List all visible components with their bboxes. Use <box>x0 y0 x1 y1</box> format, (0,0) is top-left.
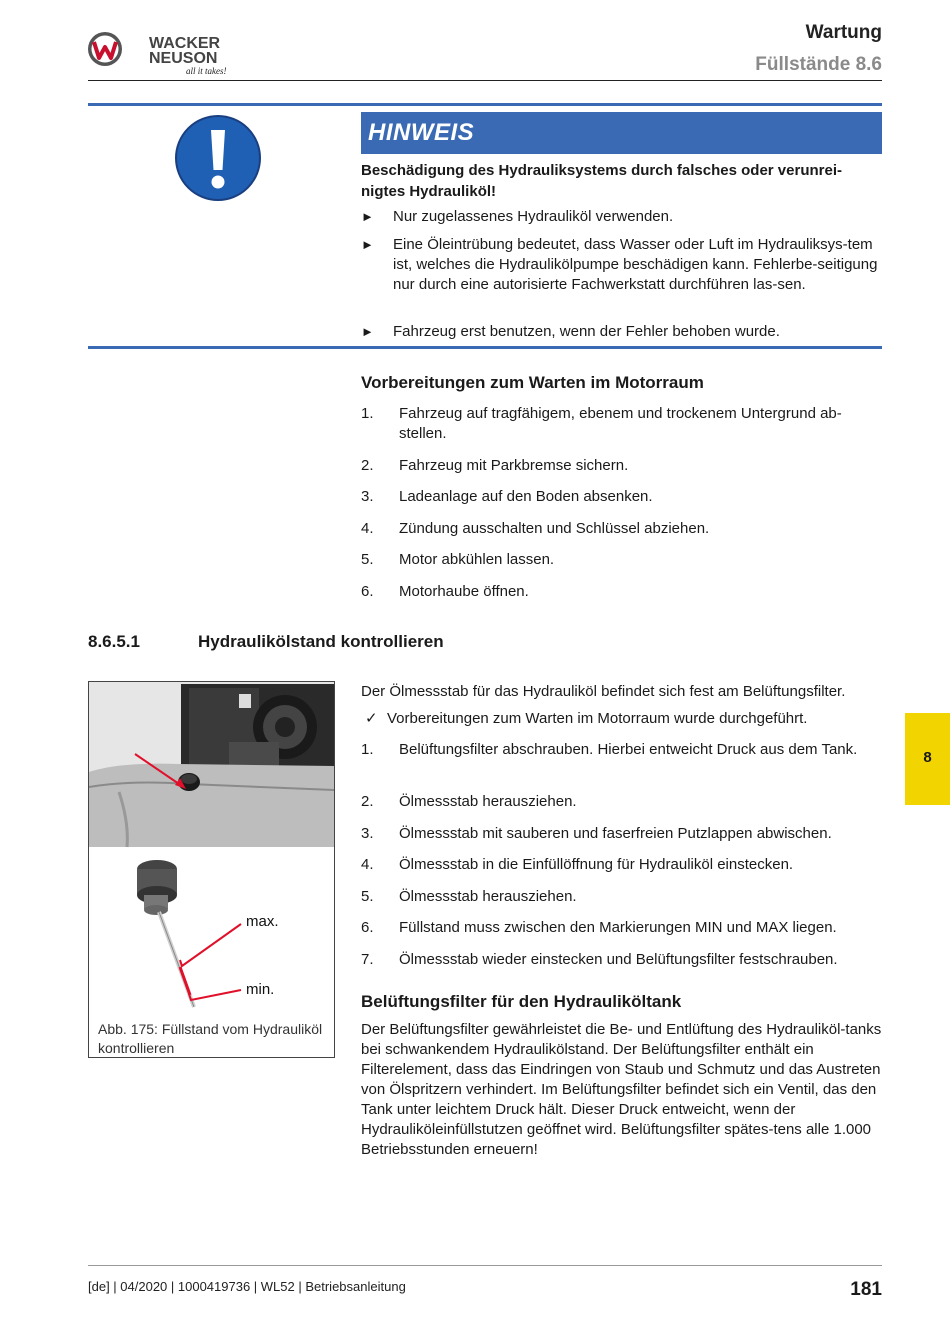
step-text: Fahrzeug auf tragfähigem, ebenem und trockenem Untergrund ab-stellen. <box>399 405 842 442</box>
step-number: 2. <box>361 793 374 810</box>
notice-bullet-text: Eine Öleintrübung bedeutet, dass Wasser oder Luft im Hydrauliksys-tem ist, welches die Hydraulikölpumpe beschädigen kann. Fehlerbe-seitigung nur durch eine autorisierte Fachwerkstatt durchführen las-sen. <box>393 236 878 293</box>
step-text: Motorhaube öffnen. <box>399 583 529 600</box>
notice-bullet <box>361 235 881 295</box>
notice-bottom-rule <box>88 346 882 349</box>
check-step <box>361 950 881 970</box>
prep-step <box>361 404 881 444</box>
min-label: min. <box>246 981 275 998</box>
section-number: 8.6.5.1 <box>88 632 140 651</box>
bullet-arrow-icon: ► <box>361 237 374 252</box>
step-number: 5. <box>361 551 374 568</box>
check-step <box>361 855 881 875</box>
notice-bullet-text: Fahrzeug erst benutzen, wenn der Fehler behoben wurde. <box>393 323 780 340</box>
hydraulic-dipstick-illustration <box>89 682 334 1057</box>
notice-heading: Beschädigung des Hydrauliksystems durch falsches oder verunrei-nigtes Hydrauliköl! <box>361 162 842 200</box>
notice-top-rule <box>88 103 882 106</box>
max-label: max. <box>246 913 279 930</box>
step-number: 6. <box>361 583 374 600</box>
notice-title: HINWEIS <box>368 119 475 146</box>
step-number: 1. <box>361 405 374 422</box>
prep-step <box>361 550 881 570</box>
footer-divider <box>88 1265 882 1266</box>
step-number: 5. <box>361 888 374 905</box>
figure-frame <box>88 681 335 1058</box>
step-number: 6. <box>361 919 374 936</box>
step-text: Zündung ausschalten und Schlüssel abziehen. <box>399 520 710 537</box>
notice-bullet-text: Nur zugelassenes Hydrauliköl verwenden. <box>393 208 674 225</box>
dipstick-cap-icon <box>137 860 177 915</box>
prep-step <box>361 456 881 476</box>
vent-heading: Belüftungsfilter für den Hydrauliköltank <box>361 992 682 1011</box>
notice-bullet <box>361 322 881 342</box>
prep-step <box>361 519 881 539</box>
step-text: Ölmessstab wieder einstecken und Belüftungsfilter festschrauben. <box>399 951 838 968</box>
bullet-arrow-icon: ► <box>361 324 374 339</box>
notice-bullet <box>361 207 881 227</box>
brand-tagline: all it takes! <box>186 66 227 76</box>
step-text: Füllstand muss zwischen den Markierungen MIN und MAX liegen. <box>399 919 837 936</box>
header-divider <box>88 80 882 81</box>
vent-paragraph: Der Belüftungsfilter gewährleistet die Be- und Entlüftung des Hydrauliköl-tanks bei schwankendem Hydraulikölstand. Der Belüftungsfilter enthält ein Filterelement, dass das Eindringen von Staub und Schmutz und das Austreten von Ölspritzern verhindert. Im Belüftungsfilter befindet sich ein Ventil, das den Tank unter leichtem Druck hält. Dieser Druck entweicht, wenn der Hydrauliköleinfüllstutzen geöffnet wird. Belüftungsfilter spätes-tens alle 1.000 Betriebsstunden erneuern! <box>361 1021 882 1158</box>
step-number: 2. <box>361 457 374 474</box>
footer-text: [de] | 04/2020 | 1000419736 | WL52 | Betriebsanleitung <box>88 1279 406 1294</box>
prep-step <box>361 582 881 602</box>
bullet-arrow-icon: ► <box>361 209 374 224</box>
header-section: Füllstände 8.6 <box>755 54 882 75</box>
figure-caption: Abb. 175: Füllstand vom Hydrauliköl kontrollieren <box>98 1021 323 1056</box>
header-chapter: Wartung <box>805 22 882 43</box>
step-number: 4. <box>361 856 374 873</box>
step-number: 4. <box>361 520 374 537</box>
step-text: Ölmessstab herausziehen. <box>399 888 577 905</box>
brand-line1: WACKER <box>149 35 221 52</box>
step-text: Belüftungsfilter abschrauben. Hierbei entweicht Druck aus dem Tank. <box>399 741 858 758</box>
precondition-text: Vorbereitungen zum Warten im Motorraum wurde durchgeführt. <box>387 710 808 727</box>
chapter-tab-number: 8 <box>923 749 932 766</box>
step-number: 3. <box>361 825 374 842</box>
check-precondition <box>361 709 883 729</box>
check-step <box>361 740 881 760</box>
step-text: Ölmessstab mit sauberen und faserfreien Putzlappen abwischen. <box>399 825 832 842</box>
exclamation-icon <box>172 112 264 204</box>
prep-heading: Vorbereitungen zum Warten im Motorraum <box>361 373 704 392</box>
step-text: Ölmessstab in die Einfüllöffnung für Hydrauliköl einstecken. <box>399 856 794 873</box>
step-text: Ladeanlage auf den Boden absenken. <box>399 488 653 505</box>
brand-line2: NEUSON <box>149 50 218 67</box>
step-number: 1. <box>361 741 374 758</box>
step-text: Ölmessstab herausziehen. <box>399 793 577 810</box>
wacker-neuson-logo <box>86 28 236 78</box>
section-title: Hydraulikölstand kontrollieren <box>198 632 444 651</box>
check-intro: Der Ölmessstab für das Hydrauliköl befindet sich fest am Belüftungsfilter. <box>361 683 846 700</box>
check-step <box>361 887 881 907</box>
step-number: 7. <box>361 951 374 968</box>
step-text: Motor abkühlen lassen. <box>399 551 555 568</box>
step-number: 3. <box>361 488 374 505</box>
check-step <box>361 792 881 812</box>
prep-step <box>361 487 881 507</box>
checkmark-icon: ✓ <box>365 710 378 727</box>
step-text: Fahrzeug mit Parkbremse sichern. <box>399 457 629 474</box>
page-number: 181 <box>850 1279 882 1300</box>
check-step <box>361 918 881 938</box>
check-step <box>361 824 881 844</box>
